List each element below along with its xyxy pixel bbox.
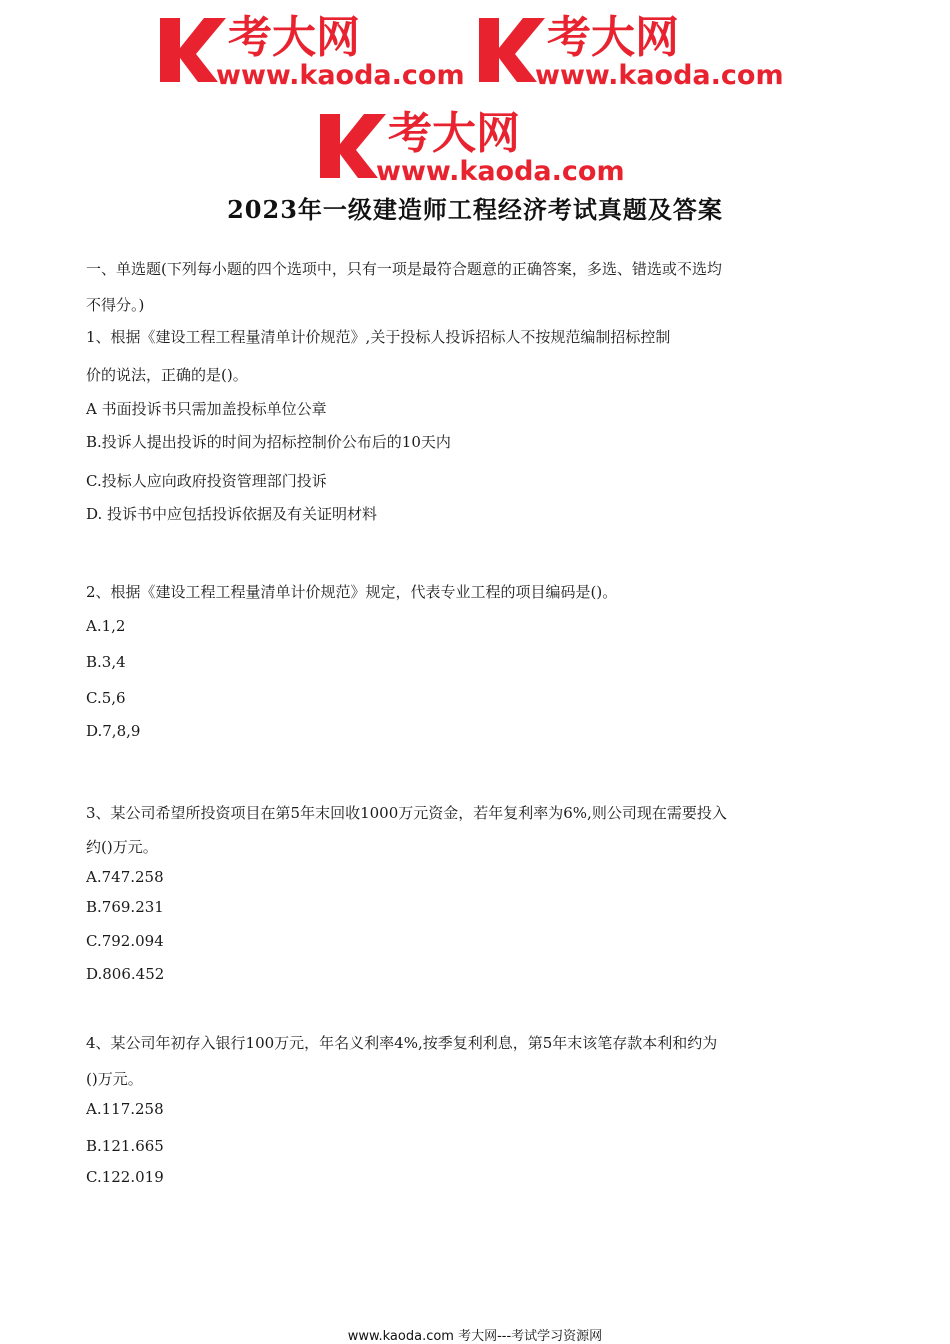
question-1-option-c: C.投标人应向政府投资管理部门投诉 xyxy=(86,472,327,490)
question-2-option-c: C.5,6 xyxy=(86,689,126,707)
page-footer: www.kaoda.com 考大网---考试学习资源网 xyxy=(347,1329,603,1344)
question-2-stem: 2、根据《建设工程工程量清单计价规范》规定，代表专业工程的项目编码是()。 xyxy=(86,583,618,601)
question-2-option-d: D.7,8,9 xyxy=(86,722,141,740)
brand-name: 考大网 xyxy=(388,108,520,159)
question-1-stem-cont: 价的说法，正确的是()。 xyxy=(86,366,248,384)
question-3-stem: 3、某公司希望所投资项目在第5年末回收1000万元资金，若年复利率为6%,则公司现在需要投入 xyxy=(86,804,727,822)
brand-url: www.kaoda.com xyxy=(376,156,625,184)
question-3-stem-cont: 约()万元。 xyxy=(86,838,158,856)
question-3-option-c: C.792.094 xyxy=(86,932,164,950)
brand-name: 考大网 xyxy=(228,12,360,63)
question-3-option-d: D.806.452 xyxy=(86,965,165,983)
brand-name: 考大网 xyxy=(547,12,679,63)
question-2-option-b: B.3,4 xyxy=(86,653,126,671)
question-4-option-c: C.122.019 xyxy=(86,1168,164,1186)
brand-url: www.kaoda.com xyxy=(535,60,784,88)
question-4-option-a: A.117.258 xyxy=(86,1100,164,1118)
question-1-stem: 1、根据《建设工程工程量清单计价规范》,关于投标人投诉招标人不按规范编制招标控制 xyxy=(86,328,671,346)
section-heading-cont: 不得分。) xyxy=(86,296,145,314)
section-heading: 一、单选题(下列每小题的四个选项中，只有一项是最符合题意的正确答案，多选、错选或不选均 xyxy=(86,260,722,278)
question-4-stem-cont: ()万元。 xyxy=(86,1070,143,1088)
question-1-option-a: A 书面投诉书只需加盖投标单位公章 xyxy=(86,400,327,418)
question-3-option-a: A.747.258 xyxy=(86,868,164,886)
question-1-option-b: B.投诉人提出投诉的时间为招标控制价公布后的10天内 xyxy=(86,433,451,451)
question-4-stem: 4、某公司年初存入银行100万元，年名义利率4%,按季复利利息，第5年末该笔存款本利和约为 xyxy=(86,1034,718,1052)
document-title: 2023年一级建造师工程经济考试真题及答案 xyxy=(227,195,723,224)
question-3-option-b: B.769.231 xyxy=(86,898,164,916)
kaoda-logo xyxy=(158,4,478,88)
brand-url: www.kaoda.com xyxy=(216,60,465,88)
question-2-option-a: A.1,2 xyxy=(86,617,126,635)
kaoda-logo xyxy=(477,4,797,88)
question-1-option-d: D. 投诉书中应包括投诉依据及有关证明材料 xyxy=(86,505,378,523)
question-4-option-b: B.121.665 xyxy=(86,1137,164,1155)
kaoda-logo xyxy=(318,100,638,184)
